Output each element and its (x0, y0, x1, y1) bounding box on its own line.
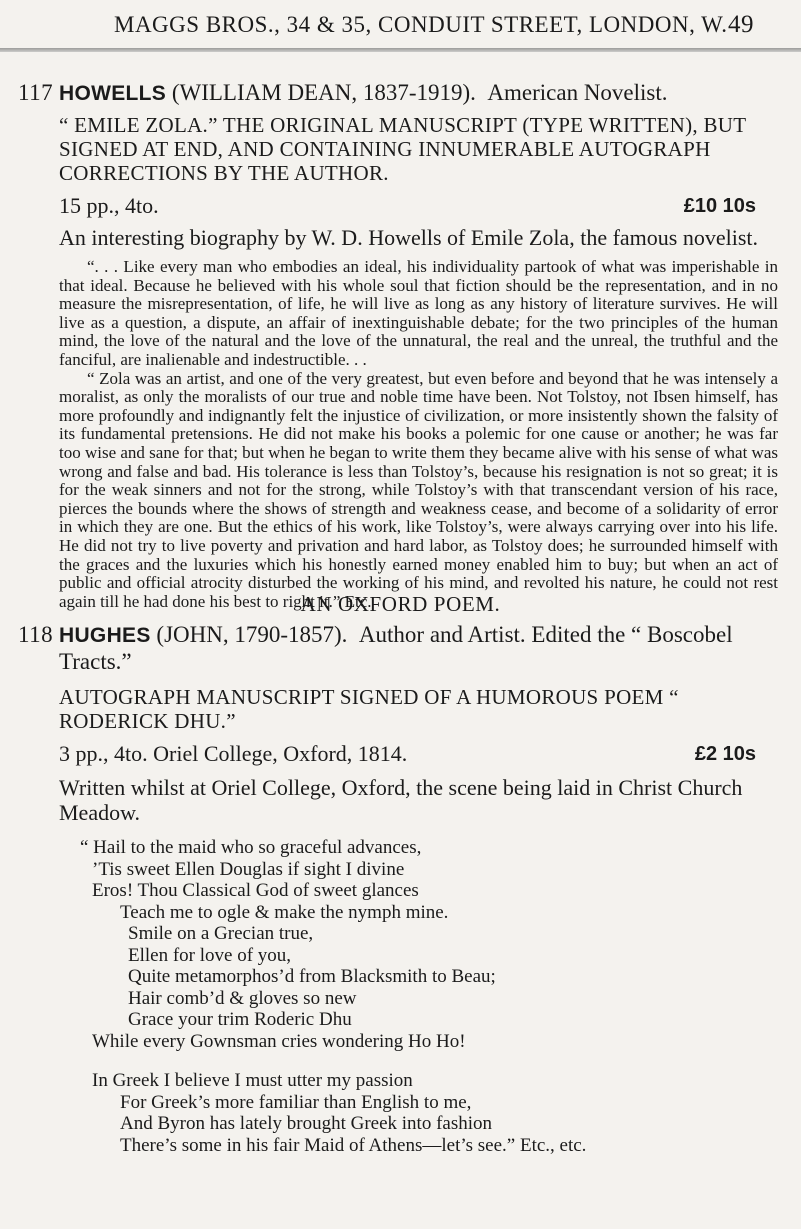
poem-line: Smile on a Grecian true, (128, 923, 314, 944)
item-format: 15 pp., 4to. (59, 193, 159, 218)
author-line (59, 80, 778, 107)
page-number: 49 (728, 11, 754, 38)
item-format: 3 pp., 4to. Oriel College, Oxford, 1814. (59, 741, 408, 766)
lot-number: 118 (18, 622, 54, 647)
author-role: American Novelist. (487, 80, 668, 105)
item-price: £10 10s (683, 195, 756, 217)
author-dates: (JOHN, 1790-1857). (156, 622, 348, 647)
stanza-gap (80, 1052, 778, 1070)
poem-line: Hair comb’d & gloves so new (128, 987, 357, 1009)
poem-line: Eros! Thou Classical God of sweet glances (92, 880, 419, 901)
format-price-line (59, 193, 778, 219)
author-name: HOWELLS (59, 82, 167, 105)
poem-line: And Byron has lately brought Greek into fashion (120, 1113, 493, 1134)
poem-line: Quite metamorphos’d from Blacksmith to Beau; (128, 966, 496, 987)
quote-paragraph-2: “ Zola was an artist, and one of the very greatest, but even before and beyond that he was intensely a moralist, as only the moralists of our true and noble time have been. Not Tolstoy, not Ibsen himself, has more profoundly and indignantly felt the injustice of civilization, or more insistently shown the falsity of its fundamental pretensions. He did not make his books a polemic for one cause or another; he was far too wise and sane for that; but when he began to write them they became alive with his sense of what was wrong and false and bad. His tolerance is less than Tolstoy’s, because his resignation is not so great; it is for the weak sinners and not for the strong, while Tolstoy’s with that transcendant version of his race, pierces the bounds where the shows of strength and weakness cease, and become of a solidarity of error in which they are one. But the ethics of his work, like Tolstoy’s, were always carrying over into his life. He did not try to live poverty and privation and hard labor, as Tolstoy does; he surrounded himself with the graces and the luxuries which his honestly earned money enabled him to buy; but when an act of public and official atrocity disturbed the working of his mind, and revolted his nature, he could not rest again till he had done his best to right it.” Etc. (59, 368, 778, 611)
poem-line: Teach me to ogle & make the nymph mine. (120, 901, 449, 923)
item-description: “ EMILE ZOLA.” THE ORIGINAL MANUSCRIPT (TYPE WRITTEN), BUT SIGNED AT END, AND CONTAINING INNUMERABLE AUTOGRAPH CORRECTIONS BY THE AUTHOR. (59, 113, 746, 185)
author-dates: (WILLIAM DEAN, 1837-1919). (171, 80, 476, 105)
poem-line: For Greek’s more familiar than English to me, (120, 1091, 472, 1113)
item-summary: Written whilst at Oriel College, Oxford, the scene being laid in Christ Church Meadow. (59, 775, 743, 825)
author-role: Author and Artist. Edited the “ Boscobel (358, 622, 733, 647)
poem-line: In Greek I believe I must utter my passion (92, 1070, 413, 1091)
header-rule (0, 48, 801, 52)
poem-excerpt (80, 837, 778, 1156)
poem-line: “ Hail to the maid who so graceful advances, (80, 837, 422, 858)
poem-line: ’Tis sweet Ellen Douglas if sight I divine (92, 858, 405, 880)
poem-line: There’s some in his fair Maid of Athens—let’s see.” Etc., etc. (120, 1134, 587, 1156)
item-description: AUTOGRAPH MANUSCRIPT SIGNED OF A HUMOROUS POEM “ RODERICK DHU.” (59, 685, 679, 733)
catalogue-entry-117 (18, 80, 778, 611)
section-heading: AN OXFORD POEM. (300, 592, 501, 616)
author-line (59, 622, 778, 649)
item-price: £2 10s (694, 743, 756, 765)
lot-number: 117 (18, 80, 54, 105)
quote-paragraph-1: “. . . Like every man who embodies an ideal, his individuality partook of what was imperishable in that ideal. Because he believed with his whole soul that fiction should be the representation, and in no measure the misrepresentation, of life, he will live as long as any history of literature survives. He will live as a question, a dispute, an affair of inextinguishable debate; for the two principles of the human mind, the love of the natural and the love of the unnatural, the real and the unreal, the truthful and the fanciful, are inalienable and indestructible. . . (59, 257, 778, 369)
header-title: MAGGS BROS., 34 & 35, CONDUIT STREET, LONDON, W. (114, 12, 728, 37)
author-role-continued: Tracts.” (59, 649, 132, 674)
poem-line: Ellen for love of you, (128, 944, 292, 966)
catalogue-entry-118 (18, 622, 778, 1156)
poem-line: While every Gownsman cries wondering Ho Ho! (92, 1030, 466, 1052)
poem-line: Grace your trim Roderic Dhu (128, 1009, 352, 1030)
format-price-line (59, 741, 778, 767)
author-name: HUGHES (59, 624, 151, 647)
item-summary: An interesting biography by W. D. Howells of Emile Zola, the famous novelist. (59, 225, 759, 250)
page-header (114, 2, 754, 48)
